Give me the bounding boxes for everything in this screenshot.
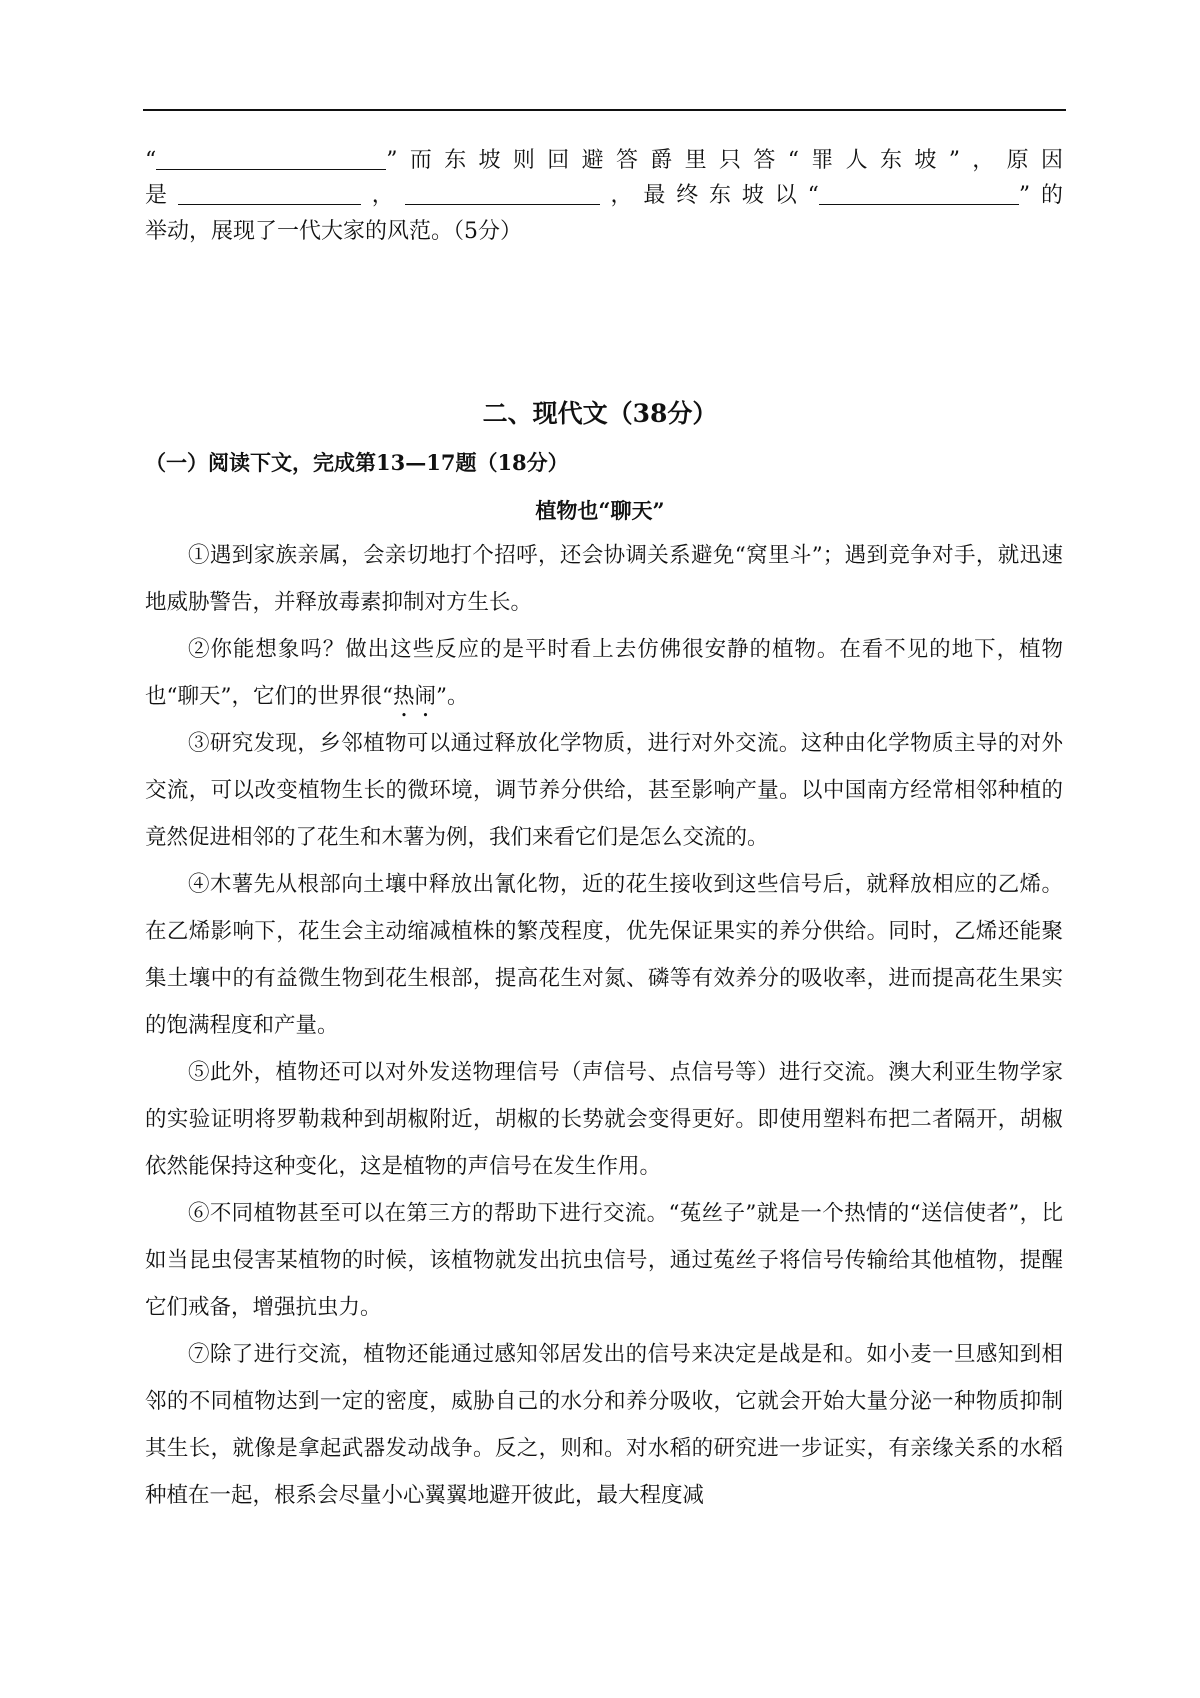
subsection-heading: （一）阅读下文，完成第13—17题（18分） [145,450,569,475]
answer-blank-2[interactable] [178,182,361,205]
answer-blank-4[interactable] [819,182,1019,205]
answer-blank-1[interactable] [156,147,386,170]
section-title: 二、现代文（38分） [482,399,718,428]
question-line-2: 是 ， ，最终东坡以“ ”的 [145,183,1063,208]
question-line-3: 举动，展现了一代大家的风范。（5分） [145,219,522,244]
answer-blank-3[interactable] [405,182,600,205]
paragraph-5: ⑤此外，植物还可以对外发送物理信号（声信号、点信号等）进行交流。澳大利亚生物学家的实验证明将罗勒栽种到胡椒附近，胡椒的长势就会变得更好。即使用塑料布把二者隔开，胡椒依然能保持这种变化，这是植物的声信号在发生作用。 [145,1060,1063,1179]
article-title: 植物也“聊天” [535,498,665,523]
question-line-1: “ ”而东坡则回避答爵里只答“罪人东坡”，原因 [145,148,1063,173]
paragraph-2: ②你能想象吗？做出这些反应的是平时看上去仿佛很安静的植物。在看不见的地下，植物也“聊天”，它们的世界很“热闹”。 [145,637,1063,709]
paragraph-1: ①遇到家族亲属，会亲切地打个招呼，还会协调关系避免“窝里斗”；遇到竞争对手，就迅速地威胁警告，并释放毒素抑制对方生长。 [145,543,1063,615]
emphasized-word: 热闹 [392,684,436,709]
paragraph-7: ⑦除了进行交流，植物还能通过感知邻居发出的信号来决定是战是和。如小麦一旦感知到相邻的不同植物达到一定的密度，威胁自己的水分和养分吸收，它就会开始大量分泌一种物质抑制其生长，就像是拿起武器发动战争。反之，则和。对水稻的研究进一步证实，有亲缘关系的水稻种植在一起，根系会尽量小心翼翼地避开彼此，最大程度减 [145,1342,1063,1508]
paragraph-3: ③研究发现，乡邻植物可以通过释放化学物质，进行对外交流。这种由化学物质主导的对外交流，可以改变植物生长的微环境，调节养分供给，甚至影响产量。以中国南方经常相邻种植的竟然促进相邻的了花生和木薯为例，我们来看它们是怎么交流的。 [145,731,1063,850]
paragraph-4: ④木薯先从根部向土壤中释放出氰化物，近的花生接收到这些信号后，就释放相应的乙烯。在乙烯影响下，花生会主动缩减植株的繁茂程度，优先保证果实的养分供给。同时，乙烯还能聚集土壤中的有益微生物到花生根部，提高花生对氮、磷等有效养分的吸收率，进而提高花生果实的饱满程度和产量。 [145,872,1063,1038]
header-rule [143,109,1066,111]
paragraph-6: ⑥不同植物甚至可以在第三方的帮助下进行交流。“菟丝子”就是一个热情的“送信使者”，比如当昆虫侵害某植物的时候，该植物就发出抗虫信号，通过菟丝子将信号传输给其他植物，提醒它们戒备，增强抗虫力。 [145,1201,1063,1320]
